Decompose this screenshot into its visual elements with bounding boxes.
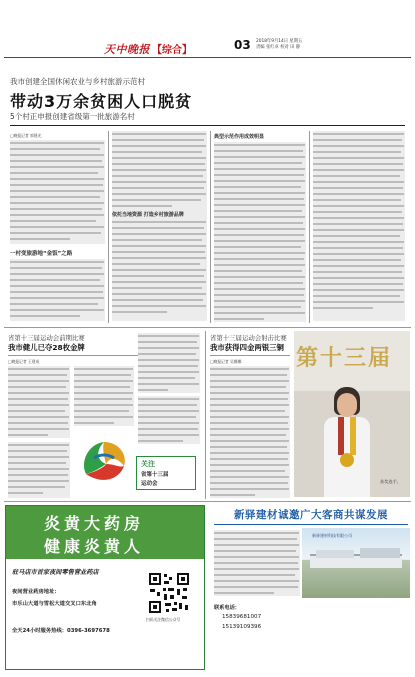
pharmacy-line1: 炎黄大药房 xyxy=(44,514,145,533)
column-divider xyxy=(205,331,206,499)
photo-caption: 获奖选手。 xyxy=(380,479,401,484)
building-ad-text xyxy=(214,530,300,596)
factory-photo xyxy=(302,528,410,598)
page-number: 03 xyxy=(234,38,251,52)
factory-photo-label: 新驿建材科技有限公司 xyxy=(312,533,352,538)
sports2-title-line2: 我市获得四金两银三铜 xyxy=(210,343,284,352)
pharmacy-line2: 健康炎黄人 xyxy=(44,537,145,556)
lead-col1-text-2 xyxy=(10,259,105,321)
sports1-col1-text-2 xyxy=(8,442,70,498)
sports1-title-line2: 我市健儿已夺28枚金牌 xyxy=(8,343,85,352)
sports2-byline: □晚报记者 吴娜娜 xyxy=(210,359,242,364)
sports2-photo xyxy=(294,331,410,497)
phone-number-1: 15839681007 xyxy=(222,614,262,620)
games-label-box xyxy=(136,456,196,490)
sports2-text xyxy=(210,366,290,498)
pharmacy-slogan: 驻马店市首家夜间零售营业药店 xyxy=(12,569,99,576)
lead-col2-heading: 依托当地资源 打造乡村旅游品牌 xyxy=(112,212,184,218)
lead-col3-text xyxy=(214,142,306,322)
qr-caption: 扫码关注微信公众号 xyxy=(146,617,181,622)
lead-col1-text xyxy=(10,140,105,244)
editors-text: 责编 张红卓 校对 田 静 xyxy=(256,44,301,50)
lead-headline: 带动3万余贫困人口脱贫 xyxy=(10,92,193,111)
section-label: 【综合】 xyxy=(152,45,192,56)
column-divider xyxy=(108,131,109,323)
sports1-title-line1: 省第十三届运动会前期比赛 xyxy=(8,334,85,342)
pharmacy-banner xyxy=(6,506,204,559)
pharmacy-address: 市乐山大道与雪松大道交叉口东北角 xyxy=(12,601,97,607)
building-ad-title: 新驿建材诚邀广大客商共谋发展 xyxy=(234,509,388,521)
lead-subhead: 5个村正申报创建省级第一批旅游名村 xyxy=(10,112,135,121)
lead-kicker: 我市创建全国休闲农业与乡村旅游示范村 xyxy=(10,77,145,86)
sports2-rule xyxy=(210,355,290,356)
lead-col4-text xyxy=(313,131,405,321)
games-label-line1: 关注 xyxy=(141,460,155,468)
contact-label: 联系电话： xyxy=(214,605,240,611)
sports1-byline: □晚报记者 王建成 xyxy=(8,359,40,364)
photo-banner-text: 第十三届 xyxy=(296,345,393,371)
sports2-title-line1: 省第十三届运动会射击比赛 xyxy=(210,334,287,342)
sports1-col1-text xyxy=(8,366,70,438)
sports1-col3-text xyxy=(138,333,200,393)
header-rule xyxy=(4,57,411,58)
date-text: 2018年9月14日 星期五 xyxy=(256,39,303,44)
lead-col3-heading: 典型示范作用成效明显 xyxy=(214,134,265,140)
column-divider xyxy=(210,131,211,323)
building-ad-rule xyxy=(214,524,408,525)
games-label-line2: 省第十三届 xyxy=(141,472,169,478)
pharmacy-night-label: 夜间营业药房地址： xyxy=(12,589,60,595)
games-emblem-icon xyxy=(74,434,134,494)
lead-byline: □晚报记者 郭建光 xyxy=(10,133,42,138)
dateline xyxy=(256,39,356,50)
qr-code-icon[interactable] xyxy=(148,572,190,614)
newspaper-brand: 天中晚报 xyxy=(104,43,150,56)
phone-number-2: 15139109396 xyxy=(222,624,262,630)
lead-rule xyxy=(10,125,405,126)
pharmacy-hours: 全天24小时服务热线：0396-3697678 xyxy=(12,628,110,634)
sports1-col2-text xyxy=(74,366,134,426)
games-logo-box xyxy=(74,430,200,498)
masthead xyxy=(104,38,212,56)
column-divider xyxy=(309,131,310,323)
lead-col2-text xyxy=(112,131,207,321)
section-divider xyxy=(4,327,411,328)
medal-icon xyxy=(340,453,354,467)
lead-subheading: 一村变旅游地“金饭”之路 xyxy=(10,251,73,257)
games-label-line3: 运动会 xyxy=(141,481,158,487)
ads-divider xyxy=(4,501,411,502)
